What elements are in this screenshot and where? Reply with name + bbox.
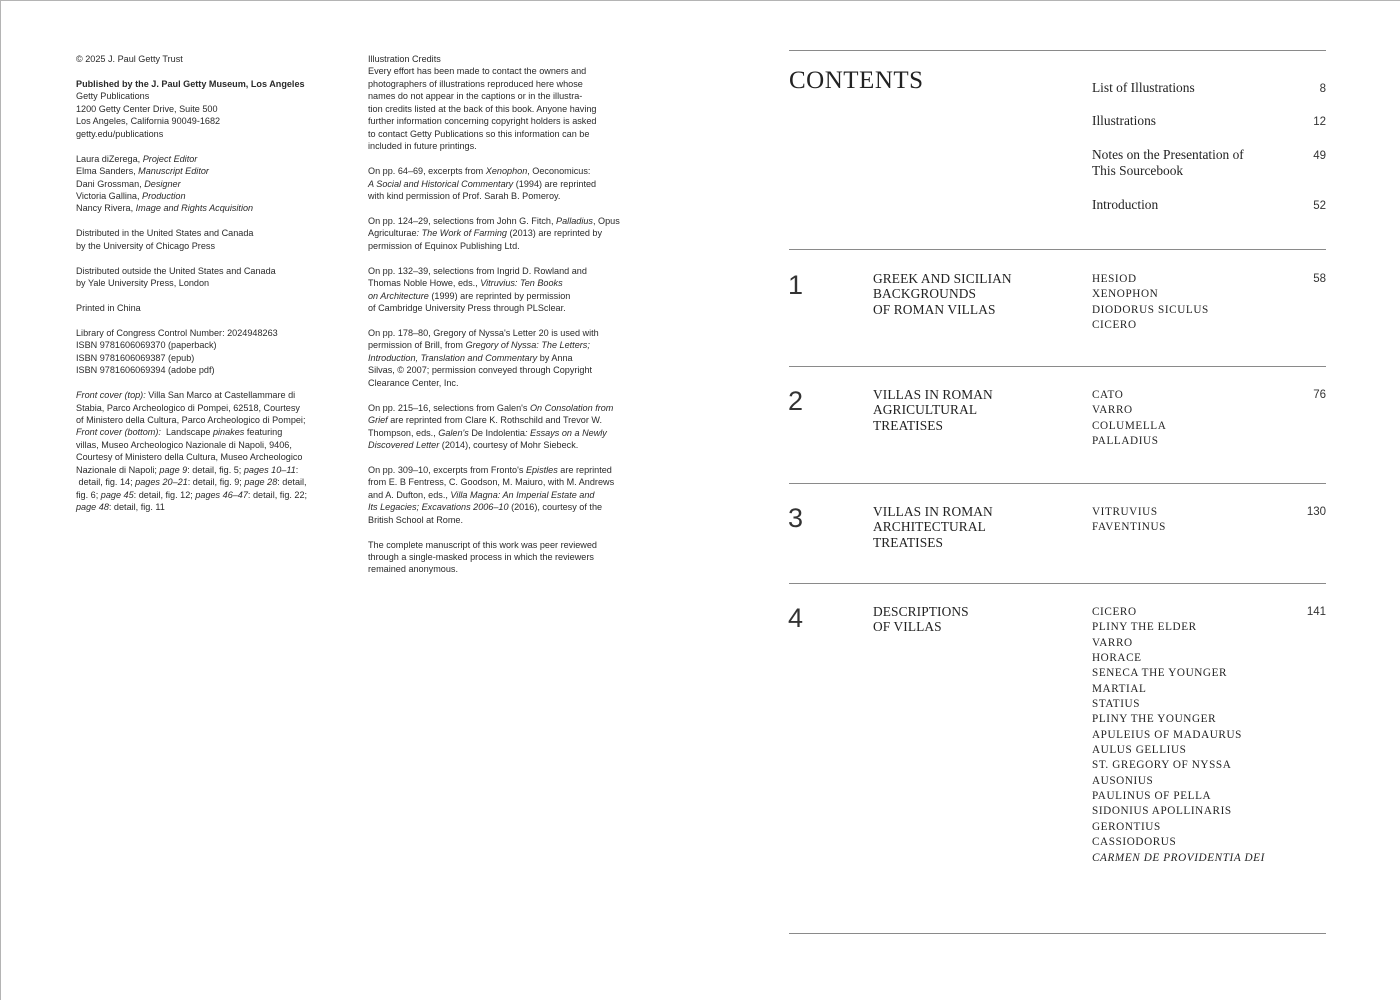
- text-line: List of Illustrations: [1092, 80, 1195, 95]
- text-line: On pp. 64–69, excerpts from: [368, 166, 486, 177]
- text-line: Courtesy of Ministero della Cultura, Museo Archeologico: [76, 452, 303, 463]
- author-list: [1092, 605, 1326, 866]
- text-line: VILLAS IN ROMAN: [873, 504, 993, 519]
- text-line: Introduction: [1092, 197, 1159, 212]
- divider: [789, 366, 1326, 367]
- text-line: Vitruvius: Ten Books: [480, 278, 563, 289]
- text-line: Front cover (bottom):: [76, 427, 161, 438]
- text-line: [76, 464, 316, 476]
- publisher-website-link[interactable]: getty.edu/publications: [76, 128, 164, 139]
- text-line: AULUS GELLIUS: [1092, 744, 1187, 757]
- text-line: Nancy Rivera,: [76, 203, 136, 214]
- text-line: On pp. 124–29, selections from John G. Fitch,: [368, 215, 557, 226]
- text-line: Stabia, Parco Archeologico di Pompei, 62518, Courtesy: [76, 402, 300, 413]
- text-line: DESCRIPTIONS: [873, 604, 969, 619]
- toc-entry-illustrations[interactable]: [1092, 113, 1326, 129]
- text-line: APULEIUS OF MADAURUS: [1092, 728, 1242, 741]
- divider: [789, 50, 1326, 51]
- text-line: GREEK AND SICILIAN: [873, 271, 1012, 286]
- text-line: [368, 427, 613, 439]
- text-line: Xenophon: [485, 166, 528, 177]
- toc-entry-introduction[interactable]: [1092, 197, 1326, 213]
- text-line: Image and Rights Acquisition: [135, 203, 254, 214]
- author-list: [1092, 505, 1326, 536]
- text-line: included in future printings.: [368, 141, 477, 152]
- text-line: Villa Magna: An Imperial Estate and: [450, 489, 595, 500]
- credits-heading: Illustration Credits: [368, 54, 441, 64]
- text-line: On pp. 215–16, selections from Galen's: [368, 402, 530, 413]
- text-line: Distributed in the United States and Canada: [76, 228, 254, 239]
- text-line: through a single-masked process in which the reviewers: [368, 552, 594, 563]
- text-line: Notes on the Presentation of This Sourcebook: [1092, 147, 1244, 178]
- page-number: 141: [1306, 606, 1326, 618]
- page-number: 58: [1313, 273, 1326, 285]
- contents-title: CONTENTS: [789, 67, 924, 94]
- text-line: Designer: [144, 178, 181, 189]
- text-line: : detail, fig. 12;: [133, 489, 196, 500]
- text-line: [368, 501, 613, 513]
- text-line: (1994) are reprinted: [513, 178, 597, 189]
- text-line: PAULINUS OF PELLA: [1092, 790, 1212, 803]
- text-line: featuring: [244, 427, 283, 438]
- text-line: , Oeconomicus:: [527, 166, 591, 177]
- page-number: 52: [1313, 200, 1326, 212]
- text-line: page 48: [76, 502, 109, 513]
- author-list: [1092, 272, 1326, 333]
- text-line: , Opus: [592, 215, 620, 226]
- text-line: Front cover (top):: [76, 390, 146, 401]
- part-title: [873, 271, 1012, 317]
- text-line: Discovered Letter: [368, 439, 440, 450]
- text-line: Introduction, Translation and Commentary: [368, 352, 538, 363]
- text-line: [368, 215, 620, 227]
- text-line: fig. 6;: [76, 489, 101, 500]
- lccn: Library of Congress Control Number: 2024948263: [76, 327, 278, 338]
- text-line: villas, Museo Archeologico Nazionale di Napoli, 9406,: [76, 439, 292, 450]
- text-line: GERONTIUS: [1092, 820, 1161, 833]
- text-line: Project Editor: [142, 153, 198, 164]
- credit-xenophon: [368, 165, 613, 202]
- text-line: Landscape: [160, 427, 213, 438]
- illustration-credits-column: [368, 53, 620, 588]
- text-line: with kind permission of Prof. Sarah B. Pomeroy.: [368, 190, 561, 201]
- text-line: from E. B Fentress, C. Goodson, M. Maiuro, with M. Andrews: [368, 477, 615, 488]
- text-line: :: [295, 464, 299, 475]
- publisher-block: [76, 78, 316, 140]
- text-line: CASSIODORUS: [1092, 836, 1177, 849]
- text-line: [368, 290, 613, 302]
- text-line: Grief: [368, 415, 388, 426]
- text-line: VITRUVIUS: [1092, 506, 1158, 518]
- publisher-address-1: 1200 Getty Center Drive, Suite 500: [76, 103, 218, 114]
- text-line: FAVENTINUS: [1092, 521, 1166, 534]
- text-line: AUSONIUS: [1092, 774, 1154, 787]
- text-line: [368, 402, 613, 414]
- text-line: permission of Equinox Publishing Ltd.: [368, 240, 520, 251]
- text-line: by Anna: [537, 352, 573, 363]
- text-line: TREATISES: [873, 534, 944, 550]
- text-line: DIODORUS SICULUS: [1092, 303, 1209, 316]
- text-line: MARTIAL: [1092, 682, 1147, 695]
- text-line: AGRICULTURAL: [873, 402, 978, 418]
- text-line: : Essays on a Newly: [524, 427, 607, 438]
- text-line: permission of Brill, from: [368, 340, 466, 351]
- credit-galen: [368, 402, 613, 452]
- text-line: tion credits listed at the back of this book. Anyone having: [368, 103, 597, 114]
- text-line: : detail, fig. 11: [108, 502, 165, 513]
- text-line: Production: [142, 190, 186, 201]
- text-line: page 28: [244, 477, 278, 488]
- text-line: Clearance Center, Inc.: [368, 377, 459, 388]
- text-line: Gregory of Nyssa: The Letters;: [465, 340, 590, 351]
- text-line: OF VILLAS: [873, 619, 942, 635]
- text-line: [368, 339, 613, 351]
- text-line: [368, 414, 613, 426]
- text-line: page 9: [159, 464, 188, 475]
- text-line: OF ROMAN VILLAS: [873, 301, 996, 317]
- distribution-us: [76, 227, 316, 252]
- page-number: 12: [1313, 116, 1326, 128]
- text-line: HESIOD: [1092, 273, 1137, 285]
- text-line: by Yale University Press, London: [76, 278, 210, 289]
- text-line: pages 10–11: [243, 464, 296, 475]
- text-line: (1999) are reprinted by permission: [428, 290, 571, 301]
- text-line: PLINY THE YOUNGER: [1092, 713, 1217, 726]
- text-line: Nazionale di Napoli;: [76, 464, 160, 475]
- text-line: HORACE: [1092, 652, 1142, 665]
- text-line: page 45: [100, 489, 134, 500]
- part-number: 1: [788, 270, 804, 300]
- text-line: names do not appear in the captions or in the illustra-: [368, 91, 583, 102]
- text-line: [76, 389, 316, 401]
- part-number: 3: [788, 503, 804, 533]
- text-line: A Social and Historical Commentary: [368, 178, 514, 189]
- credit-vitruvius: [368, 265, 613, 315]
- credit-gregory: [368, 327, 613, 389]
- page-number: 8: [1319, 83, 1326, 95]
- text-line: Agriculturae: [368, 228, 417, 239]
- text-line: [76, 501, 316, 513]
- author-list: [1092, 388, 1326, 449]
- text-line: pages 46–47: [195, 489, 248, 500]
- text-line: On Consolation from: [529, 402, 614, 413]
- text-line: are reprinted from Clare K. Rothschild and Trevor W.: [387, 415, 603, 426]
- cover-credits: [76, 389, 316, 514]
- text-line: by the University of Chicago Press: [76, 240, 215, 251]
- text-line: Victoria Gallina,: [76, 190, 143, 201]
- text-line: further information concerning copyright holders is asked: [368, 116, 597, 127]
- text-line: CICERO: [1092, 319, 1137, 332]
- text-line: COLUMELLA: [1092, 419, 1167, 432]
- text-line: The complete manuscript of this work was peer reviewed: [368, 539, 597, 550]
- text-line: (2013) are reprinted by: [507, 228, 603, 239]
- toc-entry-list-of-illustrations[interactable]: [1092, 80, 1326, 96]
- text-line: [368, 439, 613, 451]
- text-line: TREATISES: [873, 417, 944, 433]
- text-line: VILLAS IN ROMAN: [873, 387, 993, 402]
- text-line: SIDONIUS APOLLINARIS: [1092, 805, 1232, 818]
- text-line: VARRO: [1092, 404, 1133, 417]
- text-line: [76, 489, 316, 501]
- text-line: XENOPHON: [1092, 288, 1159, 301]
- distribution-intl: [76, 265, 316, 290]
- text-line: are reprinted: [557, 464, 612, 475]
- text-line: : detail, fig. 9;: [187, 477, 245, 488]
- text-line: Thompson, eds.,: [368, 427, 439, 438]
- part-number: 2: [788, 386, 804, 416]
- part-title: [873, 387, 993, 433]
- text-line: [368, 178, 613, 190]
- text-line: CICERO: [1092, 606, 1137, 618]
- isbn-line: ISBN 9781606069394 (adobe pdf): [76, 365, 215, 376]
- text-line: Every effort has been made to contact the owners and: [368, 66, 587, 77]
- text-line: of Ministero della Cultura, Parco Archeologico di Pompei;: [76, 415, 306, 426]
- text-line: Palladius: [556, 215, 593, 226]
- staff-line: [76, 165, 316, 177]
- peer-review-note: [368, 539, 613, 576]
- text-line: Galen's: [438, 427, 469, 438]
- credit-palladius: [368, 215, 620, 252]
- text-line: (2014), courtesy of Mohr Siebeck.: [439, 439, 579, 450]
- identifiers-block: [76, 327, 316, 377]
- text-line: on Architecture: [368, 290, 429, 301]
- text-line: [368, 227, 613, 239]
- text-line: ST. GREGORY OF NYSSA: [1092, 759, 1232, 772]
- staff-line: [76, 153, 316, 165]
- text-line: Dani Grossman,: [76, 178, 145, 189]
- publisher-imprint: Getty Publications: [76, 91, 150, 102]
- text-line: [368, 165, 613, 177]
- text-line: VARRO: [1092, 636, 1133, 649]
- text-line: to contact Getty Publications so this information can be: [368, 128, 590, 139]
- divider: [789, 583, 1326, 584]
- isbn-line: ISBN 9781606069370 (paperback): [76, 340, 217, 351]
- text-line: BACKGROUNDS: [873, 286, 977, 302]
- part-title: [873, 504, 993, 550]
- text-line: ARCHITECTURAL: [873, 519, 986, 535]
- credits-intro: [368, 53, 613, 153]
- text-line: British School at Rome.: [368, 514, 464, 525]
- publisher-name: Published by the J. Paul Getty Museum, Los Angeles: [76, 78, 305, 89]
- publisher-address-2: Los Angeles, California 90049-1682: [76, 116, 221, 127]
- text-line: Laura diZerega,: [76, 153, 143, 164]
- text-line: [368, 352, 613, 364]
- text-line: Epistles: [525, 464, 558, 475]
- text-line: Elma Sanders,: [76, 166, 139, 177]
- text-line: Its Legacies; Excavations 2006–10: [368, 502, 509, 513]
- text-line: remained anonymous.: [368, 564, 458, 575]
- text-line: PLINY THE ELDER: [1092, 621, 1197, 634]
- text-line: SENECA THE YOUNGER: [1092, 667, 1228, 680]
- text-line: detail, fig. 14;: [76, 477, 136, 488]
- text-line: De Indolentia: [468, 427, 525, 438]
- text-line: : detail, fig. 22;: [247, 489, 308, 500]
- text-line: CATO: [1092, 389, 1124, 401]
- part-number: 4: [788, 603, 804, 633]
- credit-fronto: [368, 464, 613, 526]
- staff-line: [76, 190, 316, 202]
- text-line: PALLADIUS: [1092, 435, 1159, 448]
- copyright-line: © 2025 J. Paul Getty Trust: [76, 54, 183, 64]
- text-line: Distributed outside the United States and Canada: [76, 265, 276, 276]
- text-line: CARMEN DE PROVIDENTIA DEI: [1092, 851, 1265, 864]
- text-line: [76, 476, 316, 488]
- text-line: On pp. 132–39, selections from Ingrid D. Rowland and: [368, 265, 587, 276]
- toc-entry-notes[interactable]: [1092, 147, 1326, 179]
- text-line: (2016), courtesy of the: [508, 502, 603, 513]
- part-title: [873, 604, 969, 635]
- page-number: 130: [1306, 506, 1326, 518]
- divider: [789, 483, 1326, 484]
- isbn-line: ISBN 9781606069387 (epub): [76, 352, 195, 363]
- text-line: Villa San Marco at Castellammare di: [145, 390, 296, 401]
- staff-line: [76, 178, 316, 190]
- text-line: : detail, fig. 5;: [187, 464, 244, 475]
- printed-in: Printed in China: [76, 302, 141, 313]
- text-line: Illustrations: [1092, 113, 1156, 128]
- text-line: Thomas Noble Howe, eds.,: [368, 278, 481, 289]
- text-line: : The Work of Farming: [416, 228, 507, 239]
- text-line: [368, 277, 613, 289]
- text-line: : detail,: [277, 477, 307, 488]
- text-line: On pp. 309–10, excerpts from Fronto's: [368, 464, 526, 475]
- divider: [789, 249, 1326, 250]
- text-line: On pp. 178–80, Gregory of Nyssa's Letter 20 is used with: [368, 327, 599, 338]
- text-line: pinakes: [212, 427, 245, 438]
- text-line: [368, 489, 613, 501]
- text-line: Manuscript Editor: [138, 166, 209, 177]
- text-line: and A. Dufton, eds.,: [368, 489, 451, 500]
- page-number: 49: [1313, 150, 1326, 162]
- text-line: Silvas, © 2007; permission conveyed through Copyright: [368, 365, 593, 376]
- text-line: of Cambridge University Press through PLSclear.: [368, 303, 566, 314]
- staff-line: [76, 202, 316, 214]
- divider: [789, 933, 1326, 934]
- text-line: pages 20–21: [135, 477, 188, 488]
- text-line: [76, 426, 316, 438]
- text-line: photographers of illustrations reproduced here whose: [368, 78, 583, 89]
- text-line: STATIUS: [1092, 698, 1141, 711]
- colophon-column: [76, 53, 316, 526]
- staff-block: [76, 153, 316, 215]
- page-number: 76: [1313, 389, 1326, 401]
- text-line: [368, 464, 613, 476]
